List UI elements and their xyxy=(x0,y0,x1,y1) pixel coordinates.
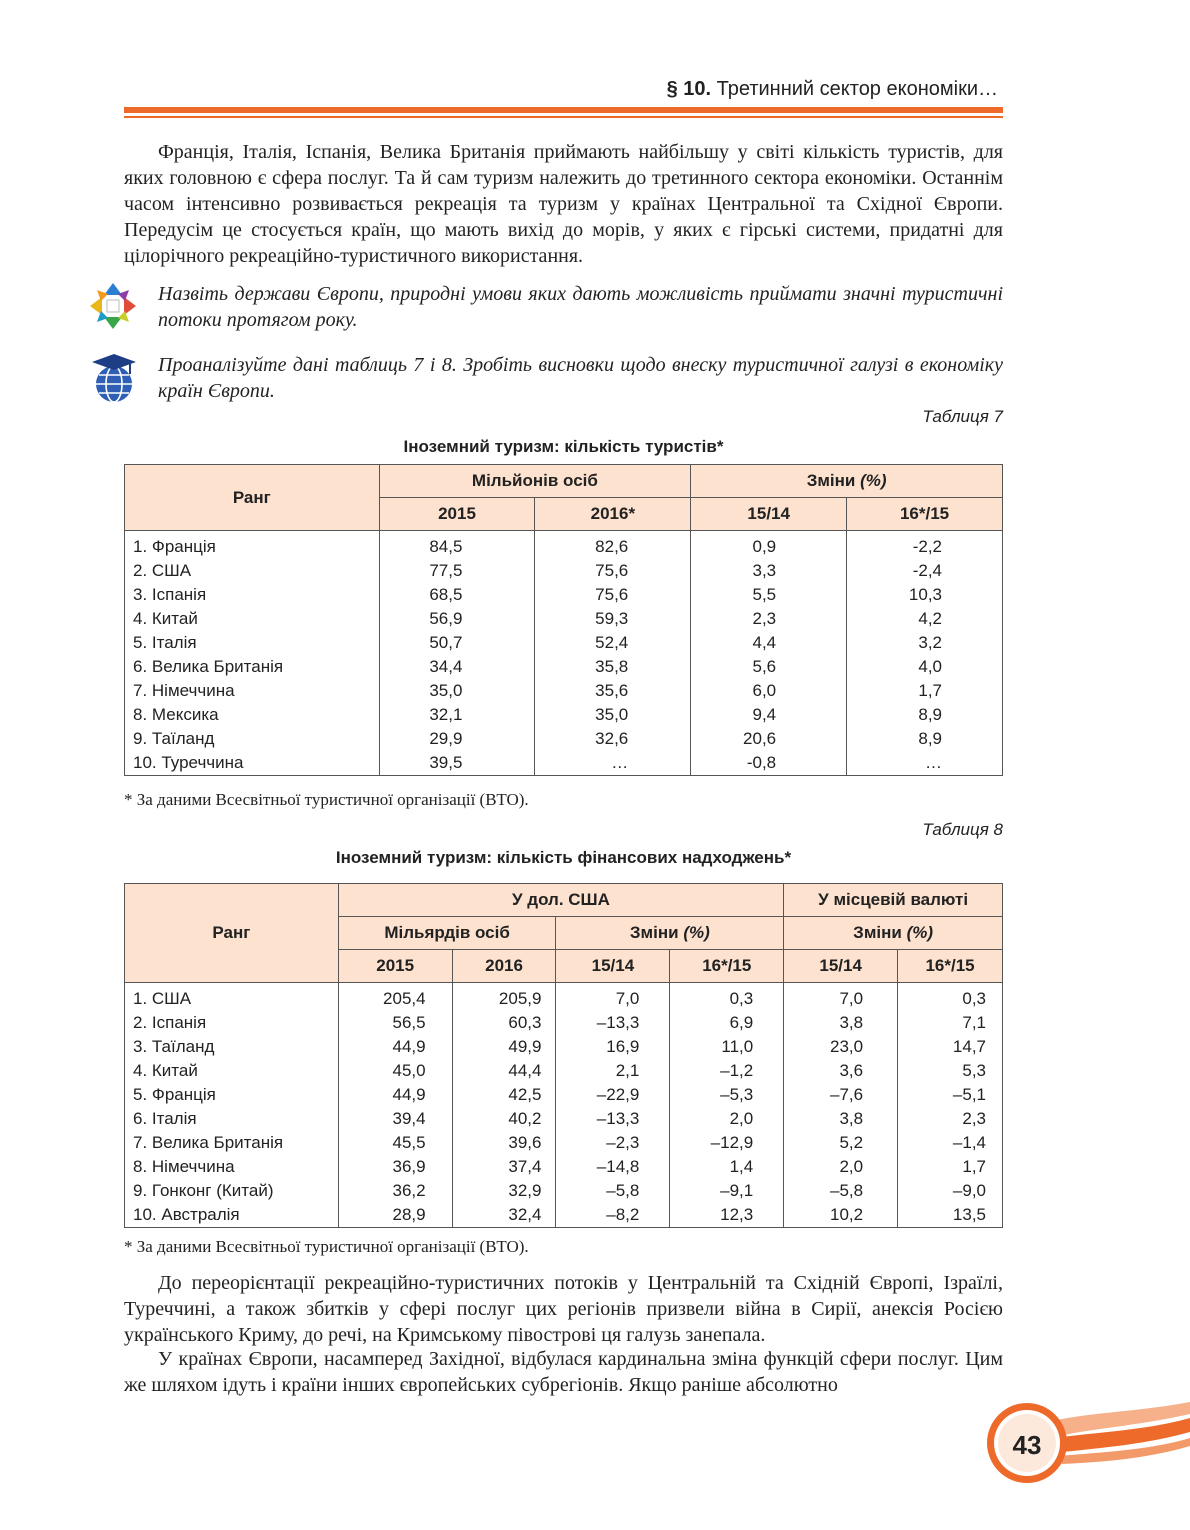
value-cell: -2,4 xyxy=(847,559,1003,583)
value-cell: 52,4 xyxy=(535,631,691,655)
country-cell: 7. Німеччина xyxy=(125,679,380,703)
country-cell: 2. Іспанія xyxy=(125,1011,339,1035)
compass-arrows-icon xyxy=(88,281,138,331)
table8 xyxy=(124,883,1003,1228)
value-cell: 35,0 xyxy=(535,703,691,727)
value-cell: 5,3 xyxy=(898,1059,1003,1083)
value-cell: … xyxy=(535,751,691,776)
table-row xyxy=(125,1107,1003,1131)
value-cell: –9,1 xyxy=(670,1179,784,1203)
value-cell: 2,0 xyxy=(670,1107,784,1131)
table8-header-billions: Мільярдів осіб xyxy=(338,917,556,950)
value-cell: 205,4 xyxy=(338,983,452,1012)
task-question-2: Проаналізуйте дані таблиць 7 і 8. Зробіть висновки щодо внеску туристичної галузі в економіку країн Європи. xyxy=(158,354,1003,402)
table8-col-header: 2015 xyxy=(338,950,452,983)
country-cell: 2. США xyxy=(125,559,380,583)
value-cell: 34,4 xyxy=(379,655,535,679)
country-cell: 3. Таїланд xyxy=(125,1035,339,1059)
value-cell: 84,5 xyxy=(379,531,535,560)
value-cell: 82,6 xyxy=(535,531,691,560)
value-cell: 49,9 xyxy=(452,1035,556,1059)
value-cell: –8,2 xyxy=(556,1203,670,1228)
value-cell: 28,9 xyxy=(338,1203,452,1228)
table-row xyxy=(125,607,1003,631)
country-cell: 3. Іспанія xyxy=(125,583,380,607)
country-cell: 4. Китай xyxy=(125,1059,339,1083)
table-row xyxy=(125,1203,1003,1228)
value-cell: –5,8 xyxy=(784,1179,898,1203)
table7-col-header: 2015 xyxy=(379,498,535,531)
value-cell: 68,5 xyxy=(379,583,535,607)
value-cell: 5,2 xyxy=(784,1131,898,1155)
value-cell: 2,3 xyxy=(691,607,847,631)
table8-header-usd: У дол. США xyxy=(338,884,784,917)
table-row xyxy=(125,1155,1003,1179)
table7-col-header: 2016* xyxy=(535,498,691,531)
table8-col-header: 2016 xyxy=(452,950,556,983)
value-cell: 11,0 xyxy=(670,1035,784,1059)
value-cell: 44,4 xyxy=(452,1059,556,1083)
value-cell: 44,9 xyxy=(338,1035,452,1059)
value-cell: 9,4 xyxy=(691,703,847,727)
value-cell: 45,0 xyxy=(338,1059,452,1083)
value-cell: 23,0 xyxy=(784,1035,898,1059)
value-cell: 4,4 xyxy=(691,631,847,655)
country-cell: 10. Туреччина xyxy=(125,751,380,776)
value-cell: 3,8 xyxy=(784,1107,898,1131)
value-cell: –2,3 xyxy=(556,1131,670,1155)
value-cell: 14,7 xyxy=(898,1035,1003,1059)
value-cell: 32,9 xyxy=(452,1179,556,1203)
table8-header-local: У місцевій валюті xyxy=(784,884,1003,917)
table8-footnote: * За даними Всесвітньої туристичної організації (ВТО). xyxy=(124,1237,529,1256)
table7-title: Іноземний туризм: кількість туристів* xyxy=(403,437,724,456)
value-cell: 35,6 xyxy=(535,679,691,703)
value-cell: 4,0 xyxy=(847,655,1003,679)
table8-col-header: 16*/15 xyxy=(670,950,784,983)
value-cell: 7,1 xyxy=(898,1011,1003,1035)
country-cell: 10. Австралія xyxy=(125,1203,339,1228)
value-cell: 60,3 xyxy=(452,1011,556,1035)
value-cell: 75,6 xyxy=(535,583,691,607)
table-row xyxy=(125,559,1003,583)
value-cell: 5,6 xyxy=(691,655,847,679)
table8-col-header: 15/14 xyxy=(556,950,670,983)
task-question-1: Назвіть держави Європи, природні умови яких дають можливість приймати значні туристичні потоки протягом року. xyxy=(158,283,1003,331)
table8-label: Таблиця 8 xyxy=(922,820,1003,839)
value-cell: 39,5 xyxy=(379,751,535,776)
header-rule-thin xyxy=(124,116,1003,118)
header-rule-thick xyxy=(124,107,1003,113)
value-cell: 56,9 xyxy=(379,607,535,631)
country-cell: 9. Таїланд xyxy=(125,727,380,751)
section-number: § 10. xyxy=(666,78,712,100)
table8-header-changes-local: Зміни (%) xyxy=(784,917,1003,950)
value-cell: -2,2 xyxy=(847,531,1003,560)
value-cell: 2,1 xyxy=(556,1059,670,1083)
country-cell: 6. Велика Британія xyxy=(125,655,380,679)
value-cell: –5,3 xyxy=(670,1083,784,1107)
running-header xyxy=(667,78,998,101)
value-cell: 4,2 xyxy=(847,607,1003,631)
table-row xyxy=(125,531,1003,560)
table7-header-millions: Мільйонів осіб xyxy=(379,465,691,498)
country-cell: 5. Італія xyxy=(125,631,380,655)
table7-header-rank: Ранг xyxy=(125,465,380,531)
value-cell: 50,7 xyxy=(379,631,535,655)
value-cell: 77,5 xyxy=(379,559,535,583)
value-cell: 37,4 xyxy=(452,1155,556,1179)
value-cell: 0,9 xyxy=(691,531,847,560)
value-cell: 44,9 xyxy=(338,1083,452,1107)
value-cell: 8,9 xyxy=(847,703,1003,727)
value-cell: 0,3 xyxy=(670,983,784,1012)
value-cell: 5,5 xyxy=(691,583,847,607)
value-cell: –22,9 xyxy=(556,1083,670,1107)
value-cell: 1,7 xyxy=(847,679,1003,703)
table-row xyxy=(125,703,1003,727)
table8-header-changes-usd: Зміни (%) xyxy=(556,917,784,950)
value-cell: 36,9 xyxy=(338,1155,452,1179)
value-cell: 10,2 xyxy=(784,1203,898,1228)
value-cell: 32,4 xyxy=(452,1203,556,1228)
value-cell: 7,0 xyxy=(556,983,670,1012)
value-cell: 2,3 xyxy=(898,1107,1003,1131)
table7-header-changes: Зміни (%) xyxy=(691,465,1003,498)
value-cell: –13,3 xyxy=(556,1011,670,1035)
table-row xyxy=(125,583,1003,607)
value-cell: 39,6 xyxy=(452,1131,556,1155)
country-cell: 1. США xyxy=(125,983,339,1012)
country-cell: 4. Китай xyxy=(125,607,380,631)
value-cell: 3,8 xyxy=(784,1011,898,1035)
value-cell: –5,1 xyxy=(898,1083,1003,1107)
value-cell: 75,6 xyxy=(535,559,691,583)
value-cell: 12,3 xyxy=(670,1203,784,1228)
value-cell: –13,3 xyxy=(556,1107,670,1131)
page-number: 43 xyxy=(1012,1430,1042,1460)
table8-header-rank: Ранг xyxy=(125,884,339,983)
table-row xyxy=(125,1083,1003,1107)
table7-col-header: 15/14 xyxy=(691,498,847,531)
table-row xyxy=(125,1059,1003,1083)
section-title: Третинний сектор економіки… xyxy=(716,78,998,100)
value-cell: … xyxy=(847,751,1003,776)
table-row xyxy=(125,1011,1003,1035)
country-cell: 8. Мексика xyxy=(125,703,380,727)
value-cell: –14,8 xyxy=(556,1155,670,1179)
value-cell: 205,9 xyxy=(452,983,556,1012)
value-cell: 6,0 xyxy=(691,679,847,703)
table7-col-header: 16*/15 xyxy=(847,498,1003,531)
value-cell: 35,0 xyxy=(379,679,535,703)
paragraph-2: До переорієнтації рекреаційно-туристичних потоків у Центральній та Східній Європі, Ізраїлі, Туреччині, а також збитків у сфері послуг цих регіонів призвели війна в Сирії, анексія Росією українського Криму, до речі, на Кримському півострові ця галузь занепала. xyxy=(124,1272,1003,1346)
value-cell: 7,0 xyxy=(784,983,898,1012)
value-cell: 20,6 xyxy=(691,727,847,751)
table-row xyxy=(125,983,1003,1012)
table7-label: Таблиця 7 xyxy=(922,407,1003,426)
table-row xyxy=(125,1131,1003,1155)
table8-title: Іноземний туризм: кількість фінансових надходжень* xyxy=(335,848,792,867)
value-cell: 8,9 xyxy=(847,727,1003,751)
intro-paragraph: Франція, Італія, Іспанія, Велика Британія приймають найбільшу у світі кількість туристів, для яких головною є сфера послуг. Та й сам туризм належить до третинного сектора економіки. Останнім часом інтенсивно розвивається рекреація та туризм у країнах Центральної та Східної Європи. Передусім це стосується країн, що мають вихід до морів, у яких є гірські системи, придатні для цілорічного рекреаційно-туристичного використання. xyxy=(124,141,1003,267)
table-row xyxy=(125,655,1003,679)
table-row xyxy=(125,751,1003,776)
value-cell: 0,3 xyxy=(898,983,1003,1012)
value-cell: -0,8 xyxy=(691,751,847,776)
value-cell: 56,5 xyxy=(338,1011,452,1035)
paragraph-3: У країнах Європи, насамперед Західної, відбулася кардинальна зміна функцій сфери послуг. Цим же шляхом ідуть і країни інших європейських субрегіонів. Якщо раніше абсолютно xyxy=(124,1348,1003,1396)
value-cell: –1,4 xyxy=(898,1131,1003,1155)
table8-col-header: 16*/15 xyxy=(898,950,1003,983)
table7-footnote: * За даними Всесвітньої туристичної організації (ВТО). xyxy=(124,790,529,809)
value-cell: –1,2 xyxy=(670,1059,784,1083)
value-cell: –9,0 xyxy=(898,1179,1003,1203)
value-cell: 6,9 xyxy=(670,1011,784,1035)
value-cell: –12,9 xyxy=(670,1131,784,1155)
value-cell: 32,1 xyxy=(379,703,535,727)
table-row xyxy=(125,1035,1003,1059)
value-cell: 3,2 xyxy=(847,631,1003,655)
table7 xyxy=(124,464,1003,776)
value-cell: 3,6 xyxy=(784,1059,898,1083)
graduation-globe-icon xyxy=(90,352,138,404)
value-cell: 32,6 xyxy=(535,727,691,751)
value-cell: –7,6 xyxy=(784,1083,898,1107)
value-cell: 2,0 xyxy=(784,1155,898,1179)
country-cell: 6. Італія xyxy=(125,1107,339,1131)
country-cell: 1. Франція xyxy=(125,531,380,560)
value-cell: 16,9 xyxy=(556,1035,670,1059)
country-cell: 7. Велика Британія xyxy=(125,1131,339,1155)
value-cell: 13,5 xyxy=(898,1203,1003,1228)
value-cell: 36,2 xyxy=(338,1179,452,1203)
value-cell: 35,8 xyxy=(535,655,691,679)
country-cell: 8. Німеччина xyxy=(125,1155,339,1179)
table-row xyxy=(125,727,1003,751)
value-cell: 10,3 xyxy=(847,583,1003,607)
table-row xyxy=(125,1179,1003,1203)
value-cell: –5,8 xyxy=(556,1179,670,1203)
country-cell: 5. Франція xyxy=(125,1083,339,1107)
table-row xyxy=(125,679,1003,703)
value-cell: 42,5 xyxy=(452,1083,556,1107)
value-cell: 3,3 xyxy=(691,559,847,583)
value-cell: 39,4 xyxy=(338,1107,452,1131)
value-cell: 45,5 xyxy=(338,1131,452,1155)
value-cell: 1,7 xyxy=(898,1155,1003,1179)
value-cell: 1,4 xyxy=(670,1155,784,1179)
value-cell: 59,3 xyxy=(535,607,691,631)
value-cell: 29,9 xyxy=(379,727,535,751)
table-row xyxy=(125,631,1003,655)
table8-col-header: 15/14 xyxy=(784,950,898,983)
value-cell: 40,2 xyxy=(452,1107,556,1131)
country-cell: 9. Гонконг (Китай) xyxy=(125,1179,339,1203)
